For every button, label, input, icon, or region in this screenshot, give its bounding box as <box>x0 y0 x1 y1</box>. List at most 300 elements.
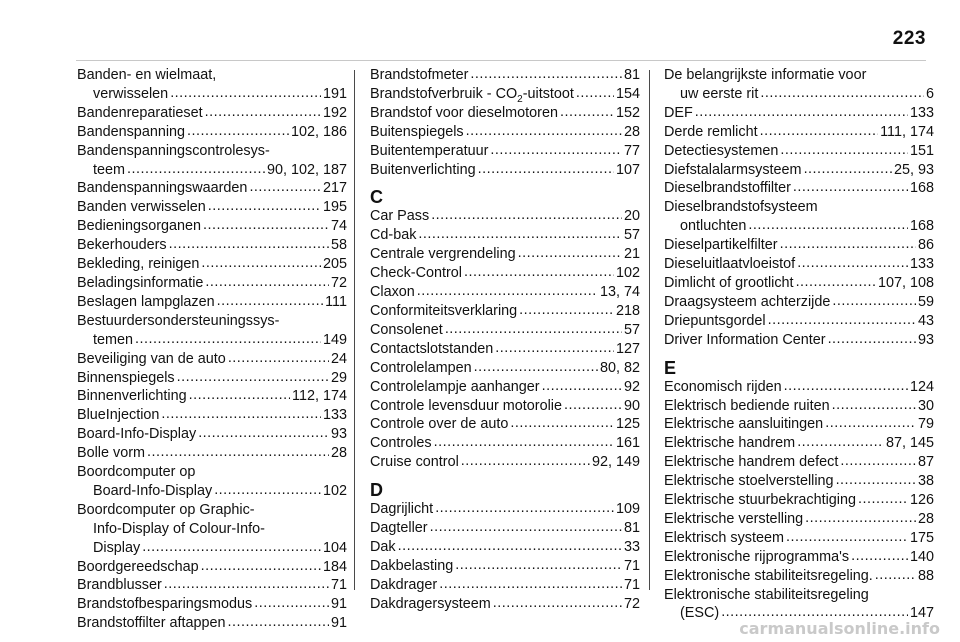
entry-line <box>664 179 934 198</box>
entry-text <box>664 255 795 274</box>
entry-text-main: Diefstalalarmsysteem <box>664 161 802 178</box>
index-entry[interactable] <box>664 491 934 510</box>
dot-leader <box>768 311 916 330</box>
dot-leader <box>217 292 324 311</box>
entry-text-main: DEF <box>664 104 693 121</box>
entry-text: verwisselen <box>93 85 169 102</box>
page-ref[interactable]: 92 <box>623 378 640 395</box>
dot-leader <box>189 386 290 405</box>
entry-text-main: Beslagen lampglazen <box>77 293 215 310</box>
index-entry[interactable] <box>664 472 934 491</box>
index-entry[interactable] <box>370 207 640 226</box>
entry-line <box>77 595 347 614</box>
page-ref[interactable]: 111, 174 <box>880 123 934 140</box>
entry-line <box>370 226 640 245</box>
page-ref[interactable]: 87, 145 <box>885 435 934 452</box>
entry-text <box>370 104 558 123</box>
entry-text-main: Bandenreparatieset <box>77 104 203 121</box>
entry-line <box>370 207 640 226</box>
index-entry[interactable] <box>370 123 640 142</box>
page-ref[interactable]: 30 <box>917 397 934 414</box>
page-ref[interactable]: 38 <box>917 473 934 490</box>
page-ref[interactable]: 25, 93 <box>893 161 934 178</box>
dot-leader <box>214 481 321 500</box>
index-entry[interactable] <box>664 255 934 274</box>
entry-line <box>77 255 347 274</box>
index-entry[interactable] <box>370 66 640 85</box>
index-entry[interactable] <box>664 142 934 161</box>
index-entry[interactable] <box>664 529 934 548</box>
entry-text-line: Info-Display of Colour-Info- <box>93 520 265 537</box>
index-entry[interactable] <box>77 66 347 104</box>
entry-line <box>77 425 347 444</box>
index-entry[interactable] <box>664 104 934 123</box>
dot-leader <box>836 471 916 490</box>
entry-text <box>77 198 206 217</box>
page-ref[interactable]: 21 <box>623 246 640 263</box>
index-entry[interactable] <box>370 519 640 538</box>
dot-leader <box>170 84 321 103</box>
index-entry[interactable] <box>77 293 347 312</box>
index-entry[interactable] <box>664 567 934 586</box>
entry-line <box>370 397 640 416</box>
page-ref[interactable]: 192 <box>322 104 347 121</box>
dot-leader <box>793 178 908 197</box>
entry-text <box>77 558 199 577</box>
index-entry[interactable] <box>77 387 347 406</box>
index-entry[interactable] <box>370 434 640 453</box>
index-entry[interactable] <box>370 378 640 397</box>
dot-leader <box>780 235 916 254</box>
entry-text <box>370 142 488 161</box>
entry-text <box>370 538 396 557</box>
page-ref[interactable]: 79 <box>917 416 934 433</box>
index-entry[interactable] <box>664 510 934 529</box>
entry-text <box>77 293 215 312</box>
page-ref[interactable]: 133 <box>909 256 934 273</box>
entry-last-line <box>664 217 934 236</box>
index-entry[interactable] <box>77 274 347 293</box>
dot-leader <box>490 141 622 160</box>
dot-leader <box>797 433 884 452</box>
index-entry[interactable] <box>77 123 347 142</box>
entry-text <box>664 293 830 312</box>
page-ref[interactable]: 20 <box>623 208 640 225</box>
header-rule <box>76 60 926 61</box>
entry-text-main: Brandstofmeter <box>370 67 469 83</box>
entry-line <box>664 274 934 293</box>
entry-line <box>664 397 934 416</box>
column-separator-2 <box>649 70 650 590</box>
index-entry[interactable] <box>370 576 640 595</box>
page-ref[interactable]: 72 <box>623 595 640 612</box>
page-ref[interactable]: 161 <box>615 435 640 452</box>
entry-line <box>77 236 347 255</box>
index-entry[interactable] <box>664 179 934 198</box>
page-ref[interactable]: 184 <box>322 558 347 575</box>
page-ref[interactable]: 28 <box>330 445 347 462</box>
page-ref[interactable]: 29 <box>330 369 347 386</box>
page-ref[interactable]: 6 <box>925 85 934 102</box>
entry-line <box>664 255 934 274</box>
entry-text-line: Elektronische stabiliteitsregeling <box>664 586 869 603</box>
index-entry[interactable] <box>370 245 640 264</box>
index-entry[interactable] <box>370 453 640 472</box>
entry-line <box>77 558 347 577</box>
entry-text <box>664 104 693 123</box>
entry-text <box>664 567 873 586</box>
page-ref[interactable]: 28 <box>917 510 934 527</box>
page-ref[interactable]: 195 <box>322 199 347 216</box>
index-entry[interactable] <box>77 558 347 577</box>
entry-text <box>370 576 437 595</box>
index-entry[interactable] <box>370 226 640 245</box>
index-entry[interactable] <box>664 198 934 236</box>
page-ref[interactable]: 57 <box>623 227 640 244</box>
index-entry[interactable] <box>77 369 347 388</box>
entry-text-main: Controle over de auto <box>370 416 509 433</box>
entry-line <box>664 510 934 529</box>
index-entry[interactable] <box>370 264 640 283</box>
dot-leader <box>198 424 329 443</box>
index-entry[interactable] <box>77 142 347 180</box>
page-ref[interactable]: 90, 102, 187 <box>266 161 347 178</box>
index-entry[interactable] <box>370 415 640 434</box>
entry-text-main: Detectiesystemen <box>664 142 779 159</box>
dot-leader <box>164 575 329 594</box>
entry-text: uw eerste rit <box>680 85 759 102</box>
entry-last-line <box>77 482 347 501</box>
entry-text <box>77 274 203 293</box>
dot-leader <box>187 122 289 141</box>
index-entry[interactable] <box>664 378 934 397</box>
page-ref[interactable]: 72 <box>330 274 347 291</box>
entry-text-main: Consolenet <box>370 321 443 338</box>
page-ref[interactable]: 90 <box>623 397 640 414</box>
dot-leader <box>560 103 614 122</box>
dot-leader <box>135 330 321 349</box>
index-entry[interactable] <box>370 557 640 576</box>
page-ref[interactable]: 87 <box>917 454 934 471</box>
entry-text <box>77 350 226 369</box>
entry-text <box>664 434 795 453</box>
dot-leader <box>228 349 329 368</box>
entry-text-main: Board-Info-Display <box>77 426 197 443</box>
index-entry[interactable] <box>370 359 640 378</box>
entry-text <box>370 245 516 264</box>
page-ref[interactable]: 91 <box>330 615 347 632</box>
index-column-1 <box>77 66 347 633</box>
index-entry[interactable] <box>77 595 347 614</box>
index-entry[interactable] <box>664 312 934 331</box>
index-entry[interactable] <box>77 463 347 501</box>
page-ref[interactable]: 104 <box>322 539 347 556</box>
page-ref[interactable]: 107, 108 <box>877 274 934 291</box>
page-ref[interactable]: 140 <box>909 548 934 565</box>
page-ref[interactable]: 71 <box>623 576 640 593</box>
page-ref[interactable]: 109 <box>615 501 640 518</box>
page-ref[interactable]: 102 <box>615 265 640 282</box>
entry-text <box>370 434 432 453</box>
entry-text-main: Conformiteitsverklaring <box>370 302 518 319</box>
entry-text <box>77 425 196 444</box>
index-entry[interactable] <box>664 397 934 416</box>
page-ref[interactable]: 57 <box>623 321 640 338</box>
dot-leader <box>760 122 879 141</box>
index-entry[interactable] <box>664 331 934 350</box>
page-ref[interactable]: 74 <box>330 218 347 235</box>
dot-leader <box>518 244 622 263</box>
page-ref[interactable]: 168 <box>909 180 934 197</box>
entry-text <box>664 236 778 255</box>
page-ref[interactable]: 151 <box>909 142 934 159</box>
index-entry[interactable] <box>77 104 347 123</box>
entry-text: (ESC) <box>680 605 720 622</box>
index-entry[interactable] <box>77 501 347 558</box>
entry-line <box>370 415 640 434</box>
entry-text-main: Controle levensduur motorolie <box>370 397 562 414</box>
index-entry[interactable] <box>77 350 347 369</box>
entry-text <box>77 595 252 614</box>
page-ref[interactable]: 81 <box>623 520 640 537</box>
page-ref[interactable]: 24 <box>330 350 347 367</box>
index-entry[interactable] <box>664 123 934 142</box>
entry-text-main: Beveiliging van de auto <box>77 350 226 367</box>
entry-last-line <box>664 85 934 104</box>
page-ref[interactable]: 191 <box>322 85 347 102</box>
index-entry[interactable] <box>664 161 934 180</box>
entry-text-line: Boordcomputer op Graphic- <box>77 501 255 518</box>
entry-line <box>370 453 640 472</box>
index-entry[interactable] <box>370 283 640 302</box>
entry-line <box>664 331 934 350</box>
index-entry[interactable] <box>664 66 934 104</box>
entry-text <box>664 415 823 434</box>
entry-text-main: Contactslotstanden <box>370 340 494 357</box>
entry-last-line <box>77 161 347 180</box>
page-ref[interactable]: 152 <box>615 104 640 121</box>
entry-text-main: Cruise control <box>370 454 459 471</box>
dot-leader <box>493 594 622 613</box>
index-entry[interactable] <box>370 538 640 557</box>
page-ref[interactable]: 88 <box>917 567 934 584</box>
page-ref[interactable]: 33 <box>623 538 640 555</box>
entry-text <box>77 217 201 236</box>
index-entry[interactable] <box>77 614 347 633</box>
page-ref[interactable]: 86 <box>917 237 934 254</box>
dot-leader <box>786 528 908 547</box>
dot-leader <box>832 292 916 311</box>
entry-line <box>370 85 640 104</box>
page-ref[interactable]: 43 <box>917 312 934 329</box>
index-entry[interactable] <box>664 434 934 453</box>
entry-line <box>664 123 934 142</box>
entry-text-main: Beladingsinformatie <box>77 274 204 291</box>
page-ref[interactable]: 168 <box>909 218 934 235</box>
index-entry[interactable] <box>370 321 640 340</box>
page-ref[interactable]: 205 <box>322 256 347 273</box>
index-entry[interactable] <box>370 302 640 321</box>
page-ref[interactable]: 80, 82 <box>599 359 640 376</box>
index-entry[interactable] <box>77 576 347 595</box>
index-entry[interactable] <box>370 500 640 519</box>
page-ref[interactable]: 13, 74 <box>599 284 640 301</box>
page-ref[interactable]: 102 <box>322 482 347 499</box>
entry-line <box>370 142 640 161</box>
entry-text-main: Elektrisch bediende ruiten <box>664 397 830 414</box>
index-column-2 <box>370 66 640 614</box>
index-entry[interactable] <box>664 548 934 567</box>
index-entry[interactable] <box>77 198 347 217</box>
entry-text <box>370 321 443 340</box>
page-ref[interactable]: 149 <box>322 331 347 348</box>
page-ref[interactable]: 124 <box>909 378 934 395</box>
entry-text-main: Bekerhouders <box>77 237 167 254</box>
entry-line <box>77 614 347 633</box>
entry-text <box>77 444 145 463</box>
index-entry[interactable] <box>664 586 934 624</box>
page-ref[interactable]: 154 <box>615 85 640 102</box>
entry-text-main: Dakdragersysteem <box>370 595 491 612</box>
dot-leader <box>564 396 622 415</box>
entry-text-main: Boordgereedschap <box>77 558 199 575</box>
index-entry[interactable] <box>77 217 347 236</box>
entry-line <box>664 142 934 161</box>
index-entry[interactable] <box>664 293 934 312</box>
index-entry[interactable] <box>77 406 347 425</box>
page-ref[interactable]: 112, 174 <box>292 388 347 405</box>
dot-leader <box>169 235 329 254</box>
page-ref[interactable]: 175 <box>909 529 934 546</box>
dot-leader <box>205 273 329 292</box>
entry-line <box>370 359 640 378</box>
index-entry[interactable] <box>77 444 347 463</box>
index-entry[interactable] <box>370 340 640 359</box>
entry-text <box>664 397 830 416</box>
entry-text <box>370 226 416 245</box>
page-ref[interactable]: 71 <box>330 577 347 594</box>
entry-line <box>370 161 640 180</box>
entry-line <box>77 406 347 425</box>
entry-text <box>664 472 834 491</box>
section-letter: E <box>664 357 677 378</box>
index-entry[interactable] <box>77 255 347 274</box>
index-entry[interactable] <box>664 415 934 434</box>
entry-text <box>370 397 562 416</box>
entry-text-main: BlueInjection <box>77 407 160 424</box>
dot-leader <box>858 490 908 509</box>
watermark: carmanualsonline.info <box>739 619 940 638</box>
entry-text-main: Buitenverlichting <box>370 161 476 178</box>
page-ref[interactable]: 126 <box>909 492 934 509</box>
page-ref[interactable]: 71 <box>623 557 640 574</box>
entry-line <box>370 378 640 397</box>
page-ref[interactable]: 91 <box>330 596 347 613</box>
page-ref[interactable]: 133 <box>322 407 347 424</box>
index-entry[interactable] <box>77 312 347 350</box>
entry-line <box>664 312 934 331</box>
page-ref[interactable]: 147 <box>909 605 934 622</box>
entry-line <box>370 283 640 302</box>
page-ref[interactable]: 125 <box>615 416 640 433</box>
dot-leader <box>470 65 622 84</box>
index-entry[interactable] <box>370 142 640 161</box>
entry-line <box>664 567 934 586</box>
entry-text-main: Elektrische handrem defect <box>664 454 839 471</box>
entry-text <box>664 142 778 161</box>
entry-text-line: De belangrijkste informatie voor <box>664 67 867 83</box>
index-entry[interactable] <box>77 179 347 198</box>
page-ref[interactable]: 93 <box>330 426 347 443</box>
entry-text-line: Bandenspanningscontrolesys- <box>77 142 270 159</box>
page-ref[interactable]: 133 <box>909 104 934 121</box>
entry-text-main: Elektrische stuurbekrachtiging <box>664 492 856 509</box>
index-entry[interactable] <box>664 274 934 293</box>
entry-text <box>77 406 159 425</box>
entry-text <box>370 500 433 519</box>
page-ref[interactable]: 58 <box>330 237 347 254</box>
entry-line <box>77 444 347 463</box>
dot-leader <box>142 538 321 557</box>
entry-text-main: Economisch rijden <box>664 378 782 395</box>
entry-line <box>77 350 347 369</box>
entry-text <box>664 331 826 350</box>
entry-line <box>370 104 640 123</box>
index-entry[interactable] <box>370 161 640 180</box>
page-ref[interactable]: 93 <box>917 331 934 348</box>
entry-line <box>664 293 934 312</box>
page-ref[interactable]: 81 <box>623 67 640 83</box>
page-ref[interactable]: 102, 186 <box>290 123 347 140</box>
index-entry[interactable] <box>370 104 640 123</box>
page-ref[interactable]: 59 <box>917 293 934 310</box>
entry-text-main: Brandstof voor dieselmotoren <box>370 104 558 121</box>
index-entry[interactable] <box>370 397 640 416</box>
entry-text <box>664 274 794 293</box>
page-ref[interactable]: 111 <box>325 293 347 310</box>
page-ref[interactable]: 77 <box>623 142 640 159</box>
page-ref[interactable]: 28 <box>623 123 640 140</box>
index-entry[interactable] <box>664 453 934 472</box>
index-entry[interactable] <box>370 595 640 614</box>
entry-text-main: Driepuntsgordel <box>664 312 766 329</box>
index-entry[interactable] <box>664 236 934 255</box>
page-ref[interactable]: 127 <box>615 340 640 357</box>
entry-text-main: Check-Control <box>370 265 462 282</box>
dot-leader <box>825 414 916 433</box>
dot-leader <box>542 377 622 396</box>
entry-line <box>370 576 640 595</box>
entry-text <box>664 491 856 510</box>
dot-leader <box>208 197 321 216</box>
page-ref[interactable]: 92, 149 <box>591 454 640 471</box>
dot-leader <box>840 452 916 471</box>
page-ref[interactable]: 218 <box>615 302 640 319</box>
page-ref[interactable]: 107 <box>615 161 640 178</box>
entry-line <box>664 453 934 472</box>
entry-text-main: Brandstofverbruik - CO <box>370 85 518 102</box>
entry-text <box>370 283 415 302</box>
entry-last-line <box>77 539 347 558</box>
index-entry[interactable] <box>77 425 347 444</box>
column-separator-1 <box>354 70 355 590</box>
entry-text-main: Elektrische stoelverstelling <box>664 473 834 490</box>
index-entry[interactable] <box>370 85 640 104</box>
dot-leader <box>495 339 614 358</box>
index-entry[interactable] <box>77 236 347 255</box>
entry-text <box>370 340 493 359</box>
page-ref[interactable]: 217 <box>322 180 347 197</box>
